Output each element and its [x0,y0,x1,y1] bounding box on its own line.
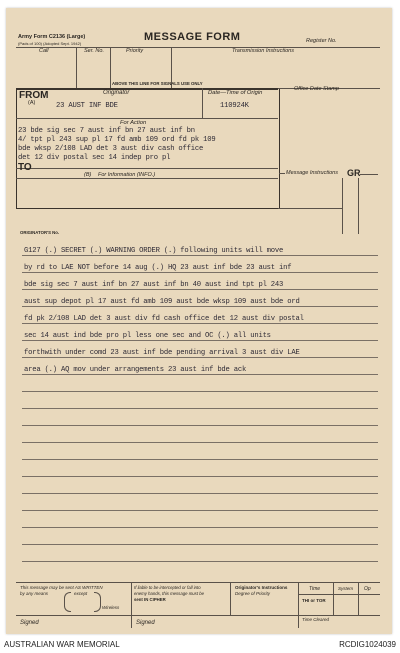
wireless-note: Wireless [102,605,120,610]
gr-divider-right [358,178,359,234]
office-date-stamp-label: Office Date Stamp [294,86,339,92]
bottom-divider-2 [230,582,231,615]
body-rule-9 [22,391,378,392]
body-rule-19 [22,561,378,562]
time-cleared-label: Time Cleared [302,617,329,622]
priority-label: Priority [126,48,144,54]
body-rule-11 [22,425,378,426]
body-rule-18 [22,544,378,545]
originator-value: 23 AUST INF BDE [56,102,118,110]
body-rule-13 [22,459,378,460]
action-line-2: 4/ tpt pl 243 sup pl 17 fd amb 109 ord fd pk 109 [18,136,216,144]
body-line-5: fd pk 2/108 LAD det 3 aust div fd cash office det 12 aust div postal [24,315,304,323]
as-written-note: This message may be sent AS WRITTEN [20,585,103,590]
body-rule-7 [22,357,378,358]
signed-left-label: Signed [20,620,39,626]
except-note: except [74,591,88,596]
msg-instr-tick [279,173,285,174]
ser-no-label: Ser. No. [84,48,104,54]
dtg-label: Date—Time of Origin [208,90,263,96]
time-header-rule [298,594,380,595]
body-line-7: forthwith under comd 23 aust inf bde pending arrival 3 aust div LAE [24,349,300,357]
footer-left-text: AUSTRALIAN WAR MEMORIAL [4,640,120,649]
body-rule-6 [22,340,378,341]
message-instructions-label: Message Instructions [286,170,338,176]
to-rule [16,168,278,169]
body-rule-4 [22,306,378,307]
gr-label: GR [347,168,361,178]
bottom-divider-3 [298,582,299,628]
dtg-value: 110924K [220,102,249,110]
cipher-note-3: sent IN CIPHER [134,597,166,602]
body-rule-12 [22,442,378,443]
divider-call [76,47,77,88]
bottom-divider-1 [131,582,132,628]
message-form-sheet [6,8,392,634]
footer-right-text: RCDIG1024039 [339,640,396,649]
for-information-label: For Information (INFO.) [98,172,156,178]
body-rule-1 [22,255,378,256]
body-rule-15 [22,493,378,494]
body-rule-10 [22,408,378,409]
army-form-label: Army Form C2136 (Large) [18,34,86,40]
brace-right [94,592,101,612]
by-any-means-note: by any means [20,591,49,596]
bottom-divider-4 [333,582,334,615]
info-rule [16,178,278,179]
system-label: System [338,586,354,591]
originator-label: Originator [103,90,130,96]
gr-divider-left [342,178,343,234]
gr-tick [360,174,378,175]
divider-ser [110,47,111,88]
cipher-note-2: enemy hands, this message must be [134,591,204,596]
for-action-label: For Action [120,120,147,126]
body-line-2: by rd to LAE NOT before 14 aug (.) HQ 23 aust inf bde 23 aust inf [24,264,292,272]
body-rule-17 [22,527,378,528]
to-label: TO [18,162,32,173]
action-line-3: bde wksp 2/108 LAD det 3 aust div cash office [18,145,204,153]
signals-only-note: ABOVE THIS LINE FOR SIGNALS USE ONLY [112,81,203,86]
thi-tor-label: THI or TOR [302,598,326,603]
from-action-rule [16,118,278,119]
degree-priority-label: Degree of Priority [235,591,271,596]
from-label: FROM [19,90,49,101]
body-rule-8 [22,374,378,375]
time-label: Time [309,586,321,592]
register-no-label: Register No. [306,38,337,44]
body-rule-16 [22,510,378,511]
brace-left [64,592,71,612]
bottom-sign-rule [16,615,380,616]
op-label: Op [364,586,371,592]
signed-right-label: Signed [136,620,155,626]
army-form-sub: (Pads of 100) (Adopted Sept. 1942) [18,41,82,46]
stamp-tick [279,88,293,89]
body-line-4: aust sup depot pl 17 aust fd amb 109 aust bde wksp 109 aust bde ord [24,298,300,306]
body-rule-2 [22,272,378,273]
originator-instructions-label: Originator's Instructions [235,585,288,590]
divider-dtg [202,88,203,118]
form-title: MESSAGE FORM [144,31,241,43]
call-label: Call [39,48,49,54]
body-rule-5 [22,323,378,324]
body-rule-3 [22,289,378,290]
action-line-1: 23 bde sig sec 7 aust inf bn 27 aust inf bn [18,127,195,135]
body-line-8: area (.) AQ mov under arrangements 23 aust inf bde ack [24,366,247,374]
bottom-top-rule [16,582,380,583]
body-rule-14 [22,476,378,477]
cipher-note-1: If liable to be intercepted or fall into [134,585,201,590]
transmission-label: Transmission Instructions [232,48,294,54]
b-label: (B) [84,172,92,178]
archive-footer [0,636,400,653]
action-line-4: det 12 div postal sec 14 indep pro pl [18,154,171,162]
right-box-bottom [278,208,342,209]
originators-no-label: ORIGINATOR'S No. [20,230,60,235]
body-line-3: bde sig sec 7 aust inf bn 27 aust inf bn 40 aust ind tpt pl 243 [24,281,284,289]
top-rule [16,47,380,48]
body-line-6: sec 14 aust ind bde pro pl less one sec and OC (.) all units [24,332,271,340]
a-label: (A) [28,100,36,106]
body-line-1: G127 (.) SECRET (.) WARNING ORDER (.) following units will move [24,247,284,255]
bottom-divider-5 [358,582,359,615]
